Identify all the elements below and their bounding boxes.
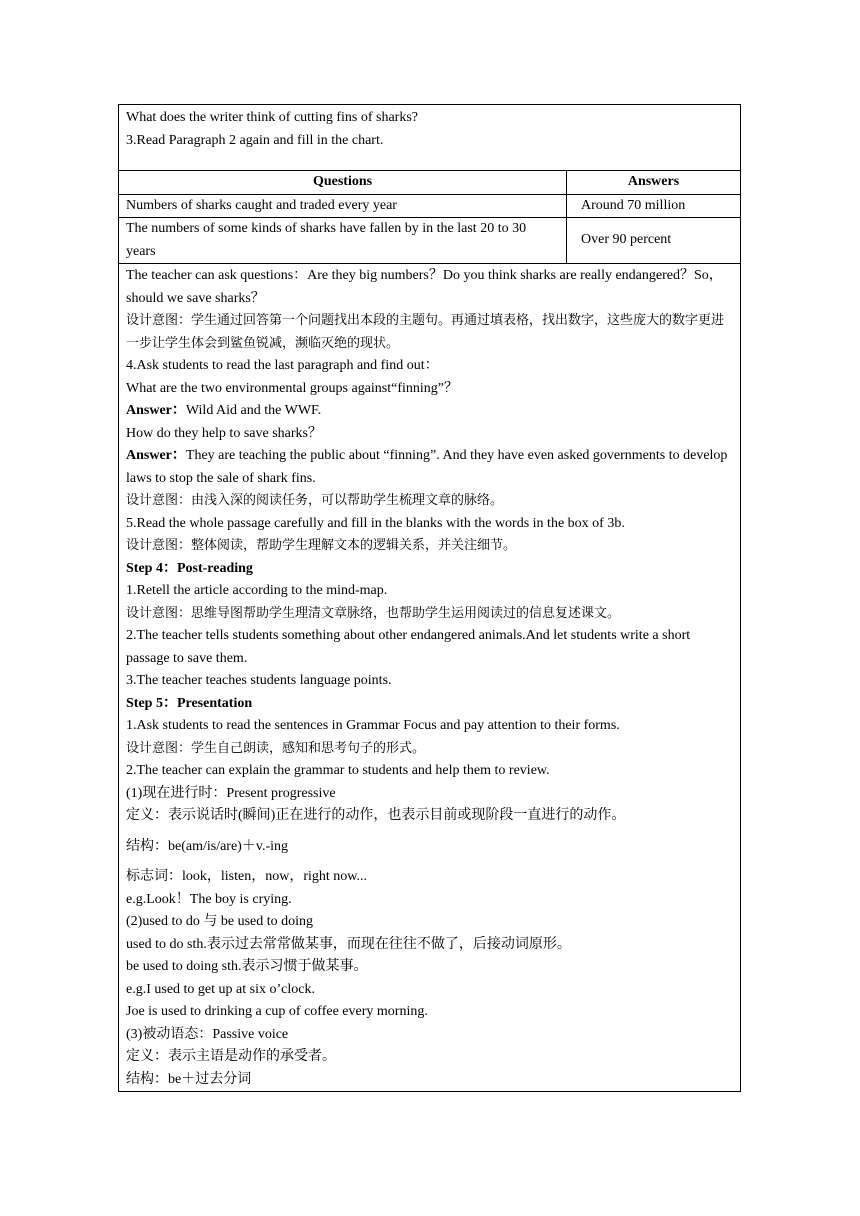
- question-help: How do they help to save sharks？: [126, 425, 322, 441]
- retell-task: 1.Retell the article according to the mind-map.: [126, 583, 388, 598]
- design-intent: 设计意图：学生自己朗读，感知和思考句子的形式。: [126, 740, 426, 756]
- grammar-explain-task: 2.The teacher can explain the grammar to students and help them to review.: [126, 763, 550, 778]
- used-to-explain: used to do sth.表示过去常常做某事，而现在往往不做了，后接动词原形。: [126, 936, 571, 952]
- design-intent: 设计意图：整体阅读，帮助学生理解文本的逻辑关系，并关注细节。: [126, 538, 517, 553]
- header-answers: Answers: [567, 171, 741, 194]
- table-row: [119, 218, 740, 264]
- table-header-row: [119, 171, 740, 194]
- table-row: [119, 194, 740, 218]
- intro-question: What does the writer think of cutting fins of sharks?: [126, 110, 418, 125]
- passive-voice-heading: (3)被动语态：Passive voice: [126, 1026, 289, 1042]
- step-4-heading: Step 4：Post-reading: [126, 560, 253, 576]
- answer-text: They are teaching the public about “finning”. And they have even asked governments to develop laws to stop the sale of shark fins.: [126, 448, 728, 486]
- grammar-focus-task: 1.Ask students to read the sentences in Grammar Focus and pay attention to their forms.: [126, 718, 620, 733]
- used-to-heading: (2)used to do 与 be used to doing: [126, 914, 314, 929]
- language-points-task: 3.The teacher teaches students language points.: [126, 673, 392, 688]
- answer-label: Answer：: [126, 403, 186, 418]
- answer-help: [126, 445, 733, 490]
- definition-line: 定义：表示说话时(瞬间)正在进行的动作，也表示目前或现阶段一直进行的动作。: [126, 808, 626, 823]
- task-5: 5.Read the whole passage carefully and fill in the blanks with the words in the box of 3b.: [126, 515, 625, 531]
- design-intent: 设计意图：思维导图帮助学生理清文章脉络，也帮助学生运用阅读过的信息复述课文。: [126, 605, 621, 621]
- answer-text: Wild Aid and the WWF.: [185, 403, 322, 418]
- shark-chart-table: [119, 171, 740, 264]
- answer-cell: Around 70 million: [567, 194, 741, 218]
- intro-block: [119, 105, 740, 171]
- design-intent: 设计意图：由浅入深的阅读任务，可以帮助学生梳理文章的脉络。: [126, 493, 504, 508]
- intro-task: 3.Read Paragraph 2 again and fill in the chart.: [126, 132, 384, 148]
- definition-line: 定义：表示主语是动作的承受者。: [126, 1049, 336, 1064]
- be-used-to-explain: be used to doing sth.表示习惯于做某事。: [126, 959, 368, 974]
- example-line: e.g.I used to get up at six o’clock.: [126, 981, 315, 997]
- lesson-body: [119, 264, 740, 1091]
- answer-cell: Over 90 percent: [567, 218, 741, 264]
- present-progressive-heading: (1)现在进行时：Present progressive: [126, 785, 336, 801]
- structure-line: 结构：be＋过去分词: [126, 1071, 252, 1087]
- answer-groups: [126, 400, 733, 423]
- question-groups: What are the two environmental groups against“finning”？: [126, 380, 459, 396]
- answer-label: Answer：: [126, 448, 186, 463]
- endangered-task: 2.The teacher tells students something about other endangered animals.And let students write a short passage to save them.: [126, 628, 691, 666]
- lesson-plan-frame: [118, 104, 741, 1092]
- example-line: e.g.Look！The boy is crying.: [126, 891, 292, 907]
- step-5-heading: Step 5：Presentation: [126, 695, 253, 711]
- teacher-questions: The teacher can ask questions：Are they big numbers？Do you think sharks are really endangered？So，should we save sharks？: [126, 268, 723, 306]
- header-questions: Questions: [119, 171, 567, 194]
- example-line: Joe is used to drinking a cup of coffee every morning.: [126, 1004, 428, 1019]
- structure-line: 结构：be(am/is/are)＋v.-ing: [126, 838, 288, 854]
- task-4: 4.Ask students to read the last paragraph and find out：: [126, 358, 439, 373]
- question-cell: Numbers of sharks caught and traded every year: [119, 194, 567, 218]
- signal-words-line: 标志词：look，listen，now，right now...: [126, 869, 367, 884]
- design-intent: 设计意图：学生通过回答第一个问题找出本段的主题句。再通过填表格，找出数字，这些庞大的数字更进一步让学生体会到鲨鱼锐减，濒临灭绝的现状。: [126, 313, 725, 351]
- question-cell: The numbers of some kinds of sharks have fallen by in the last 20 to 30 years: [119, 218, 567, 264]
